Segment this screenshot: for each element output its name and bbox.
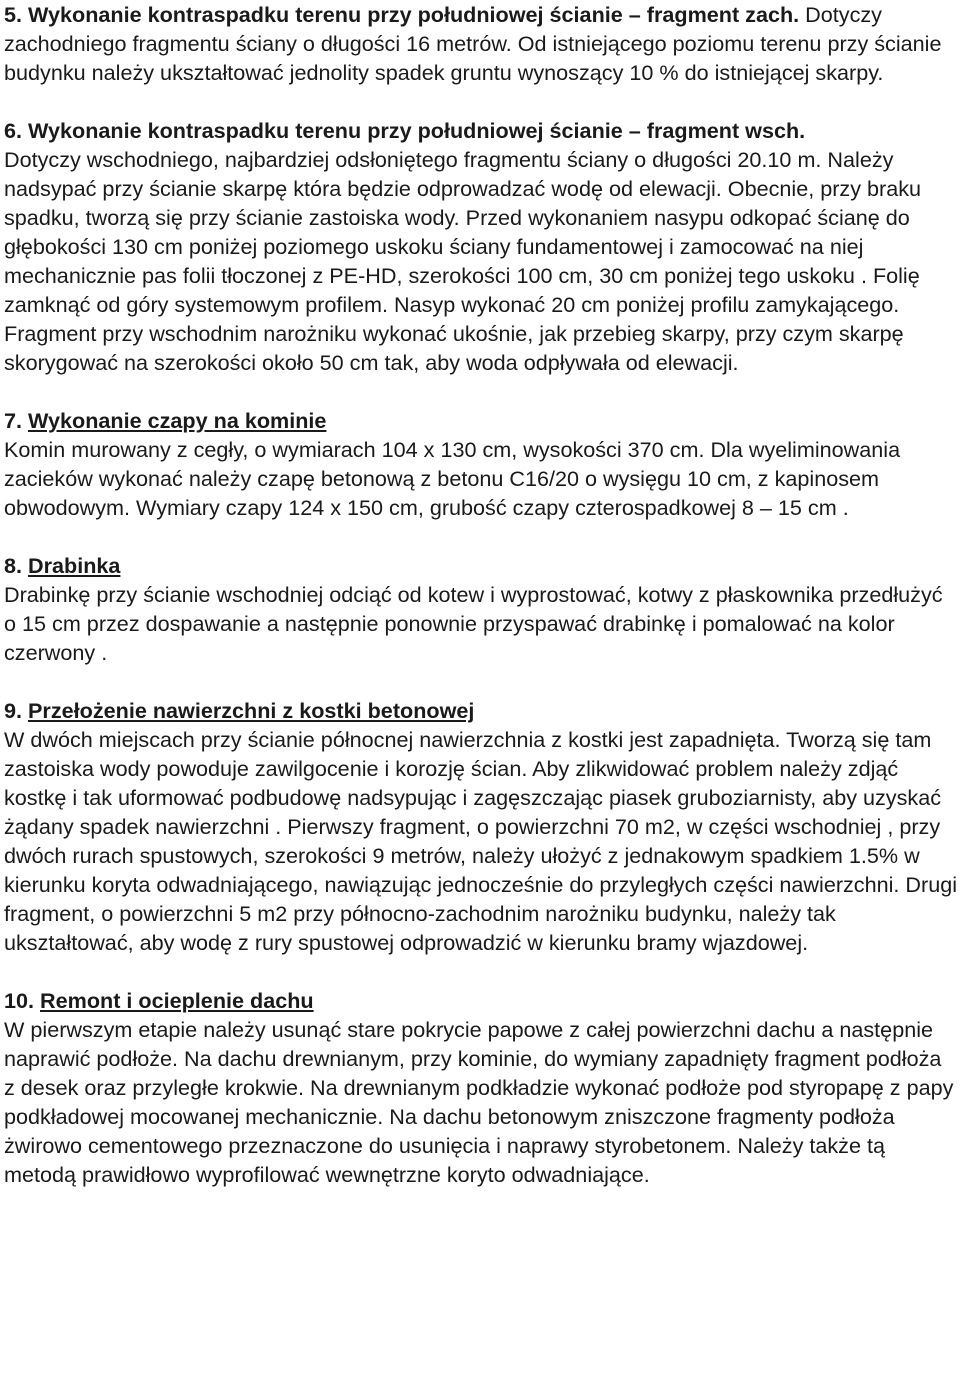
section-10 — [4, 986, 958, 1189]
section-9-title: Przełożenie nawierzchni z kostki betonowej — [28, 698, 475, 723]
section-5 — [4, 0, 958, 87]
section-6-body: Dotyczy wschodniego, najbardziej odsłoniętego fragmentu ściany o długości 20.10 m. Należy nadsypać przy ścianie skarpę która będzie odprowadzać wodę od elewacji. Obecnie, przy braku spadku, tworzą się przy ścianie zastoiska wody. Przed wykonaniem nasypu odkopać ścianę do głębokości 130 cm poniżej poziomego uskoku ściany fundamentowej i zamocować na niej mechanicznie pas folii tłoczonej z PE-HD, szerokości 100 cm, 30 cm poniżej tego uskoku . Folię zamknąć od góry systemowym profilem. Nasyp wykonać 20 cm poniżej profilu zamykającego. Fragment przy wschodnim narożniku wykonać ukośnie, jak przebieg skarpy, przy czym skarpę skorygować na szerokości około 50 cm tak, aby woda odpływała od elewacji. — [4, 147, 922, 375]
section-7-heading — [4, 406, 958, 435]
section-gap — [4, 377, 958, 406]
section-5-text — [4, 0, 958, 87]
section-gap — [4, 522, 958, 551]
section-5-heading: 5. Wykonanie kontraspadku terenu przy południowej ścianie – fragment zach. — [4, 2, 800, 27]
section-10-heading — [4, 986, 958, 1015]
section-7-number: 7. — [4, 408, 23, 433]
section-7-body: Komin murowany z cegły, o wymiarach 104 x 130 cm, wysokości 370 cm. Dla wyeliminowania zacieków wykonać należy czapę betonową z betonu C16/20 o wysięgu 10 cm, z kapinosem obwodowym. Wymiary czapy 124 x 150 cm, grubość czapy czterospadkowej 8 – 15 cm . — [4, 437, 901, 520]
section-gap — [4, 957, 958, 986]
section-9-number: 9. — [4, 698, 23, 723]
section-8 — [4, 551, 958, 667]
section-8-heading — [4, 551, 958, 580]
section-7-title: Wykonanie czapy na kominie — [28, 408, 327, 433]
section-gap — [4, 87, 958, 116]
section-10-title: Remont i ocieplenie dachu — [40, 988, 314, 1013]
section-9 — [4, 696, 958, 957]
section-6 — [4, 116, 958, 377]
section-gap — [4, 667, 958, 696]
section-7 — [4, 406, 958, 522]
section-9-body: W dwóch miejscach przy ścianie północnej nawierzchnia z kostki jest zapadnięta. Tworzą się tam zastoiska wody powoduje zawilgocenie i korozję ścian. Aby zlikwidować problem należy zdjąć kostkę i tak uformować podbudowę nadsypując i zagęszczając piasek gruboziarnisty, aby uzyskać żądany spadek nawierzchni . Pierwszy fragment, o powierzchni 70 m2, w części wschodniej , przy dwóch rurach spustowych, szerokości 9 metrów, należy ułożyć z jednakowym spadkiem 1.5% w kierunku koryta odwadniającego, nawiązując jednocześnie do przyległych części nawierzchni. Drugi fragment, o powierzchni 5 m2 przy północno-zachodnim narożniku budynku, należy tak ukształtować, aby wodę z rury spustowej odprowadzić w kierunku bramy wjazdowej. — [4, 727, 958, 955]
section-10-number: 10. — [4, 988, 35, 1013]
section-8-title: Drabinka — [28, 553, 121, 578]
section-10-body: W pierwszym etapie należy usunąć stare pokrycie papowe z całej powierzchni dachu a następnie naprawić podłoże. Na dachu drewnianym, przy kominie, do wymiany zapadnięty fragment podłoża z desek oraz przyległe krokwie. Na drewnianym podkładzie wykonać podłoże pod styropapę z papy podkładowej mocowanej mechanicznie. Na dachu betonowym zniszczone fragmenty podłoża żwirowo cementowego przeznaczone do usunięcia i naprawy styrobetonem. Należy także tą metodą prawidłowo wyprofilować wewnętrzne koryto odwadniające. — [4, 1017, 954, 1187]
section-8-body: Drabinkę przy ścianie wschodniej odciąć od kotew i wyprostować, kotwy z płaskownika przedłużyć o 15 cm przez dospawanie a następnie ponownie przyspawać drabinkę i pomalować na kolor czerwony . — [4, 582, 943, 665]
document-page — [4, 0, 958, 1189]
section-5-body: Dotyczy zachodniego fragmentu ściany o długości 16 metrów. Od istniejącego poziomu terenu przy ścianie budynku należy ukształtować jednolity spadek gruntu wynoszący 10 % do istniejącej skarpy. — [4, 2, 942, 85]
section-9-heading — [4, 696, 958, 725]
section-6-heading: 6. Wykonanie kontraspadku terenu przy południowej ścianie – fragment wsch. — [4, 118, 806, 143]
section-8-number: 8. — [4, 553, 23, 578]
